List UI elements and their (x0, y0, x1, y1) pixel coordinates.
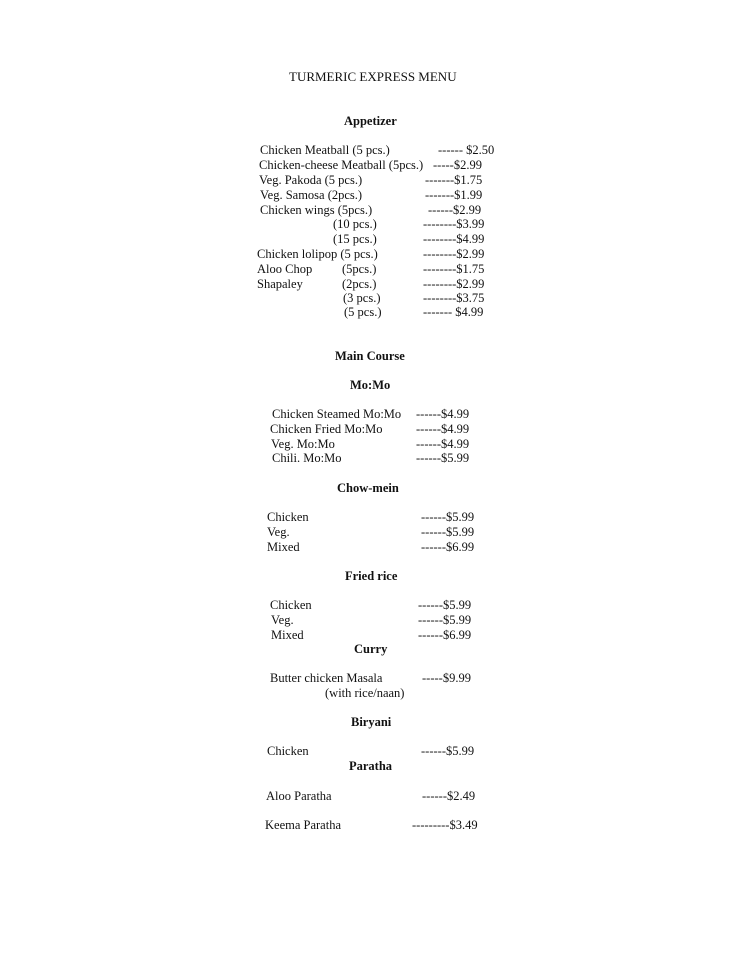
momo-price: ------$5.99 (416, 451, 470, 465)
chowmein-item: Mixed (267, 540, 300, 554)
curry-item: Butter chicken Masala (270, 671, 383, 685)
appetizer-qty: (2pcs.) (342, 277, 377, 291)
appetizer-price: ------ $2.50 (438, 143, 495, 157)
paratha-price: ------$2.49 (422, 789, 476, 803)
curry-note: (with rice/naan) (325, 686, 405, 700)
appetizer-price: --------$1.75 (423, 262, 485, 276)
appetizer-item: (15 pcs.) (333, 232, 377, 246)
paratha-price: ---------$3.49 (412, 818, 478, 832)
appetizer-price: --------$2.99 (423, 247, 485, 261)
appetizer-price: ------$2.99 (428, 203, 482, 217)
momo-item: Veg. Mo:Mo (271, 437, 335, 451)
appetizer-price: --------$2.99 (423, 277, 485, 291)
friedrice-item: Veg. (271, 613, 294, 627)
curry-price: -----$9.99 (422, 671, 471, 685)
section-heading-biryani: Biryani (351, 715, 392, 729)
appetizer-price: ------- $4.99 (423, 305, 484, 319)
paratha-item: Aloo Paratha (266, 789, 332, 803)
chowmein-item: Veg. (267, 525, 290, 539)
appetizer-qty: (5pcs.) (342, 262, 377, 276)
appetizer-price: -------$1.75 (425, 173, 483, 187)
friedrice-price: ------$5.99 (418, 613, 472, 627)
appetizer-item: (10 pcs.) (333, 217, 377, 231)
friedrice-item: Mixed (271, 628, 304, 642)
momo-item: Chili. Mo:Mo (272, 451, 342, 465)
appetizer-item: Shapaley (257, 277, 303, 291)
appetizer-item: Chicken-cheese Meatball (5pcs.) (259, 158, 424, 172)
momo-item: Chicken Fried Mo:Mo (270, 422, 383, 436)
section-heading-friedrice: Fried rice (345, 569, 398, 583)
paratha-item: Keema Paratha (265, 818, 342, 832)
biryani-price: ------$5.99 (421, 744, 475, 758)
appetizer-price: --------$4.99 (423, 232, 485, 246)
chowmein-price: ------$5.99 (421, 525, 475, 539)
section-heading-chowmein: Chow-mein (337, 481, 399, 495)
friedrice-price: ------$5.99 (418, 598, 472, 612)
appetizer-item: Chicken Meatball (5 pcs.) (260, 143, 390, 157)
page-title: TURMERIC EXPRESS MENU (289, 69, 457, 84)
appetizer-item: Aloo Chop (257, 262, 313, 276)
section-heading-momo: Mo:Mo (350, 378, 391, 392)
momo-price: ------$4.99 (416, 422, 470, 436)
appetizer-price: -----$2.99 (433, 158, 482, 172)
biryani-item: Chicken (267, 744, 309, 758)
appetizer-item: Veg. Pakoda (5 pcs.) (259, 173, 363, 187)
momo-item: Chicken Steamed Mo:Mo (272, 407, 402, 421)
section-heading-appetizer: Appetizer (344, 114, 397, 128)
section-heading-paratha: Paratha (349, 759, 393, 773)
chowmein-price: ------$5.99 (421, 510, 475, 524)
chowmein-item: Chicken (267, 510, 309, 524)
friedrice-item: Chicken (270, 598, 312, 612)
section-heading-main-course: Main Course (335, 349, 405, 363)
appetizer-item: (3 pcs.) (343, 291, 381, 305)
appetizer-item: Veg. Samosa (2pcs.) (260, 188, 363, 202)
momo-price: ------$4.99 (416, 407, 470, 421)
appetizer-item: Chicken wings (5pcs.) (260, 203, 373, 217)
section-heading-curry: Curry (354, 642, 388, 656)
appetizer-item: Chicken lolipop (5 pcs.) (257, 247, 378, 261)
friedrice-price: ------$6.99 (418, 628, 472, 642)
appetizer-price: --------$3.99 (423, 217, 485, 231)
appetizer-price: -------$1.99 (425, 188, 483, 202)
appetizer-item: (5 pcs.) (344, 305, 382, 319)
momo-price: ------$4.99 (416, 437, 470, 451)
chowmein-price: ------$6.99 (421, 540, 475, 554)
appetizer-price: --------$3.75 (423, 291, 485, 305)
